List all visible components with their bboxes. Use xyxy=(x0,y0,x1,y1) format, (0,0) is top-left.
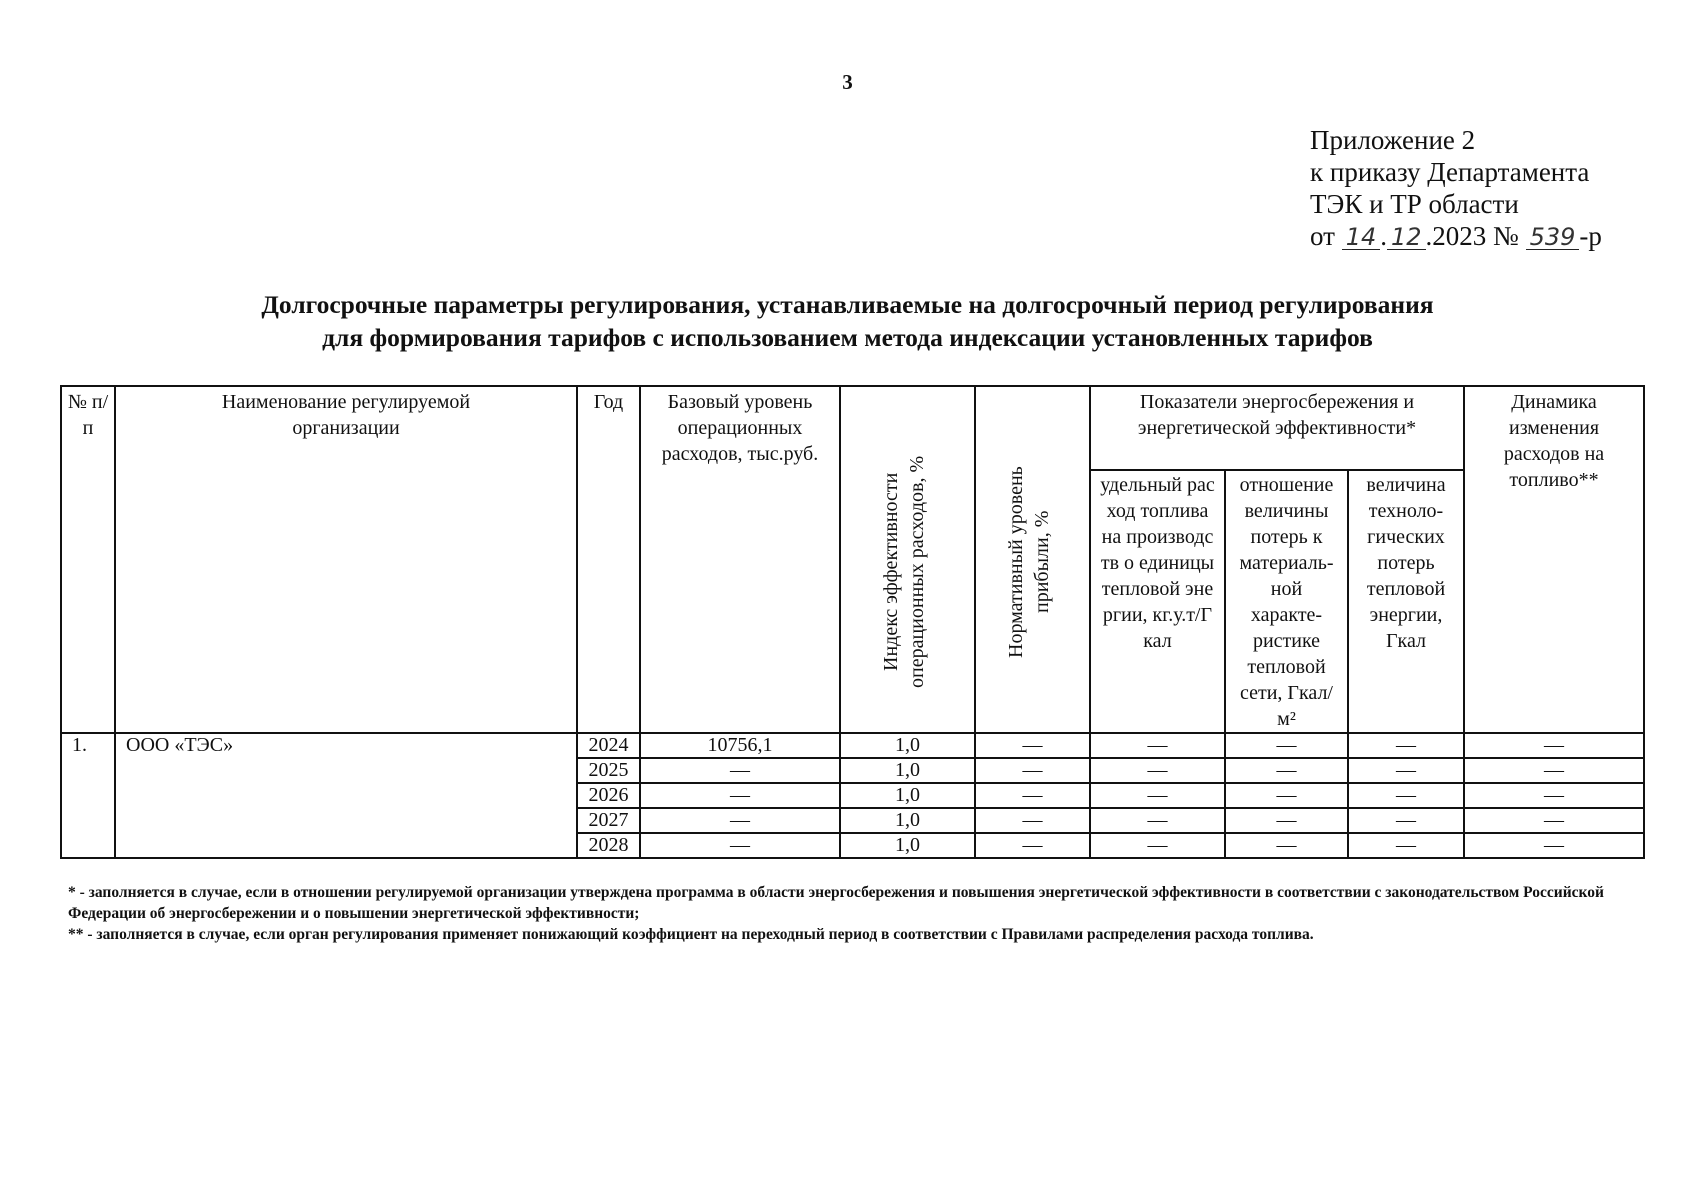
cell-year: 2026 xyxy=(577,783,640,808)
header-sub-fuel xyxy=(1090,470,1225,733)
cell-index: 1,0 xyxy=(840,733,975,758)
org-name: ООО «ТЭС» xyxy=(115,733,577,858)
cell-dynamics: — xyxy=(1464,808,1644,833)
title-line-2: для формирования тарифов с использованием метода индексации установленных тарифов xyxy=(322,323,1373,352)
handwritten-day: 14 xyxy=(1342,225,1381,250)
title-line-1: Долгосрочные параметры регулирования, устанавливаемые на долгосрочный период регулирования xyxy=(261,290,1434,319)
header-profit-label: Нормативный уровень прибыли, % xyxy=(1004,466,1053,658)
cell-fuel: — xyxy=(1090,758,1225,783)
cell-base: — xyxy=(640,783,840,808)
cell-loss-ratio: — xyxy=(1225,808,1348,833)
cell-tech-loss: — xyxy=(1348,783,1464,808)
header-dynamics xyxy=(1464,386,1644,733)
header-num: № п/п xyxy=(61,386,115,733)
footnote-1: * - заполняется в случае, если в отношении регулируемой организации утверждена программа в области энергосбережения и повышения энергетической эффективности в соответствии с законодательством Российской Федерации об энергосбережении и о повышении энергетической эффективности; xyxy=(68,884,1604,922)
cell-base: 10756,1 xyxy=(640,733,840,758)
cell-loss-ratio: — xyxy=(1225,758,1348,783)
cell-index: 1,0 xyxy=(840,833,975,858)
cell-base: — xyxy=(640,808,840,833)
table-row xyxy=(61,733,1644,758)
cell-dynamics: — xyxy=(1464,758,1644,783)
cell-loss-ratio: — xyxy=(1225,783,1348,808)
cell-fuel: — xyxy=(1090,783,1225,808)
header-sub-fuel-label: удельный расход топлива на производств о единицы тепловой энергии, кг.у.т/Гкал xyxy=(1100,474,1215,652)
cell-dynamics: — xyxy=(1464,783,1644,808)
cell-tech-loss: — xyxy=(1348,833,1464,858)
header-energy-group xyxy=(1090,386,1464,470)
cell-index: 1,0 xyxy=(840,758,975,783)
cell-profit: — xyxy=(975,833,1090,858)
cell-year: 2027 xyxy=(577,808,640,833)
org-number: 1. xyxy=(61,733,115,858)
cell-year: 2024 xyxy=(577,733,640,758)
header-index-label: Индекс эффективности операционных расходов, % xyxy=(879,455,928,689)
cell-base: — xyxy=(640,758,840,783)
cell-dynamics: — xyxy=(1464,833,1644,858)
appendix-line-2: к приказу Департамента xyxy=(1310,157,1590,187)
cell-profit: — xyxy=(975,733,1090,758)
cell-tech-loss: — xyxy=(1348,758,1464,783)
header-base-label: Базовый уровень операционных расходов, тыс.руб. xyxy=(661,391,819,465)
header-sub-loss-ratio-label: отношение величины потерь к материаль- ной характе- ристике тепловой сети, Гкал/м² xyxy=(1239,474,1334,730)
cell-year: 2028 xyxy=(577,833,640,858)
date-year: .2023 № xyxy=(1425,221,1519,251)
header-sub-loss-ratio xyxy=(1225,470,1348,733)
cell-fuel: — xyxy=(1090,833,1225,858)
cell-index: 1,0 xyxy=(840,783,975,808)
cell-fuel: — xyxy=(1090,733,1225,758)
header-year: Год xyxy=(577,386,640,733)
cell-profit: — xyxy=(975,758,1090,783)
header-energy-group-label: Показатели энергосбережения и энергетической эффективности* xyxy=(1137,391,1417,439)
date-prefix: от xyxy=(1310,221,1335,251)
cell-index: 1,0 xyxy=(840,808,975,833)
header-index xyxy=(840,386,975,733)
cell-tech-loss: — xyxy=(1348,733,1464,758)
cell-tech-loss: — xyxy=(1348,808,1464,833)
cell-loss-ratio: — xyxy=(1225,833,1348,858)
cell-profit: — xyxy=(975,783,1090,808)
cell-profit: — xyxy=(975,808,1090,833)
header-profit xyxy=(975,386,1090,733)
footnotes xyxy=(56,882,1636,945)
header-org-label: Наименование регулируемой организации xyxy=(221,391,471,439)
cell-base: — xyxy=(640,833,840,858)
handwritten-order-number: 539 xyxy=(1526,225,1580,250)
handwritten-month: 12 xyxy=(1387,225,1426,250)
page-number: 3 xyxy=(842,70,853,94)
header-org xyxy=(115,386,577,733)
header-dynamics-label: Динамика изменения расходов на топливо** xyxy=(1503,391,1605,491)
number-suffix: -р xyxy=(1579,221,1602,251)
appendix-block xyxy=(1310,124,1602,252)
appendix-date-line: от 14 . 12 .2023 № 539 -р xyxy=(1310,221,1602,251)
parameters-table xyxy=(60,385,1645,859)
header-base xyxy=(640,386,840,733)
cell-year: 2025 xyxy=(577,758,640,783)
header-sub-tech-loss xyxy=(1348,470,1464,733)
header-sub-tech-loss-label: величина техноло- гических потерь тепловой энергии, Гкал xyxy=(1366,474,1446,652)
cell-dynamics: — xyxy=(1464,733,1644,758)
cell-loss-ratio: — xyxy=(1225,733,1348,758)
appendix-line-1: Приложение 2 xyxy=(1310,125,1476,155)
cell-fuel: — xyxy=(1090,808,1225,833)
document-title xyxy=(0,288,1695,354)
appendix-line-3: ТЭК и ТР области xyxy=(1310,189,1519,219)
footnote-2: ** - заполняется в случае, если орган регулирования применяет понижающий коэффициент на переходный период в соответствии с Правилами распределения расхода топлива. xyxy=(68,926,1314,943)
